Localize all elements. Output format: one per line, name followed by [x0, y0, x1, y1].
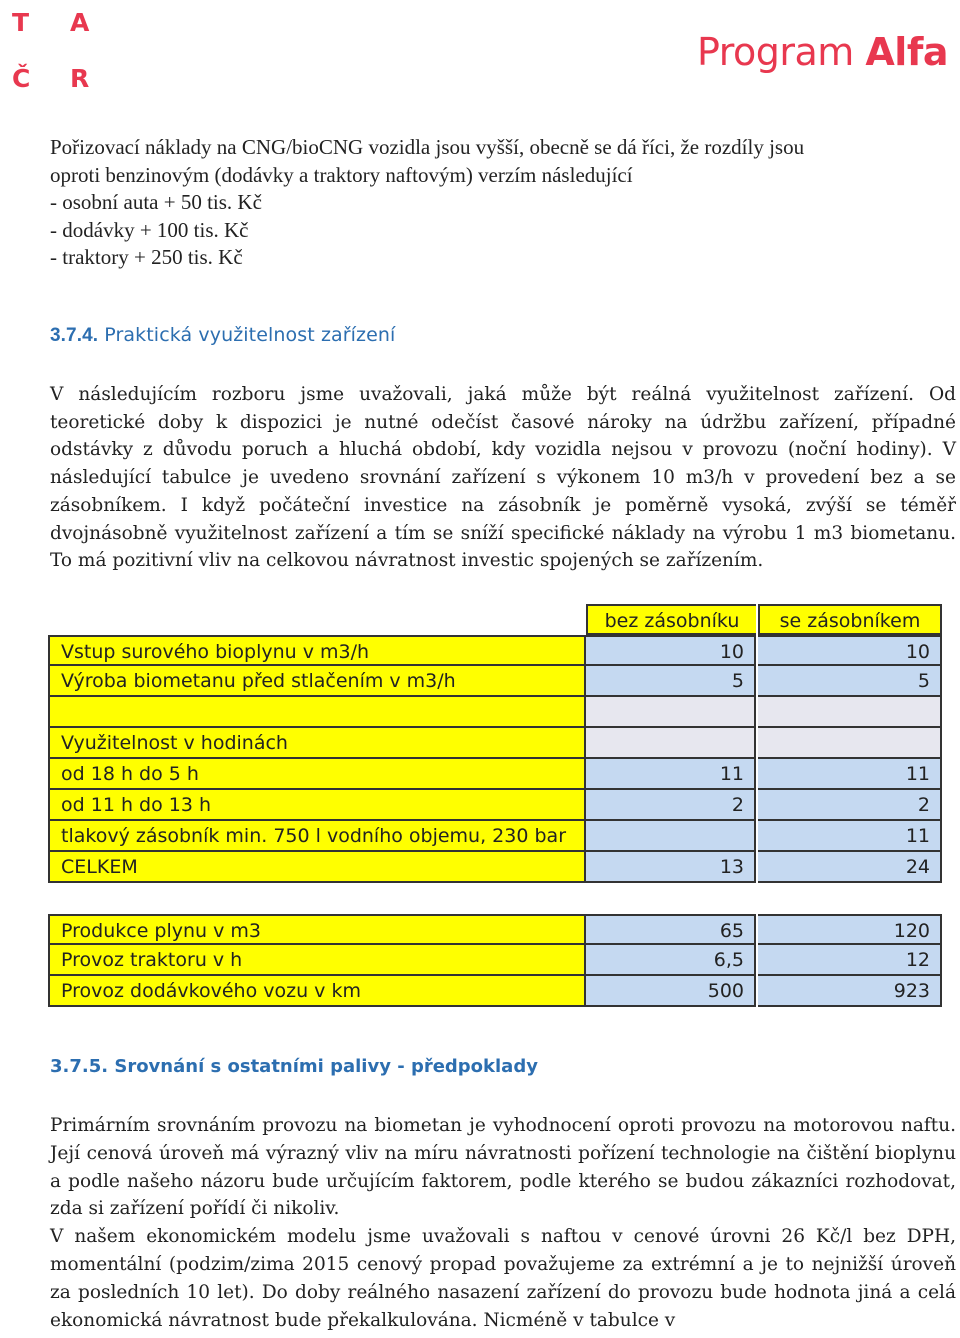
table-row: [48, 697, 942, 728]
table-row: [48, 821, 942, 852]
row-value-without-storage: [586, 697, 756, 728]
table-row: [48, 728, 942, 759]
row-value-without-storage: [586, 821, 756, 852]
row-label: Vstup surového bioplynu v m3/h: [48, 635, 586, 666]
intro-line: oproti benzinovým (dodávky a traktory naftovým) verzím následující: [50, 162, 633, 187]
program-alfa-logo: [697, 30, 948, 74]
section-375-text: [50, 1112, 956, 1334]
row-label: Provoz traktoru v h: [48, 945, 586, 976]
row-value-without-storage: [586, 728, 756, 759]
row-label: Produkce plynu v m3: [48, 914, 586, 945]
row-label: [48, 697, 586, 728]
table-row: [48, 759, 942, 790]
row-label: CELKEM: [48, 852, 586, 883]
table-row: [48, 945, 942, 976]
logo-letter-r: R: [70, 64, 90, 93]
section-heading-374: [50, 324, 395, 347]
row-label: od 18 h do 5 h: [48, 759, 586, 790]
logo-alfa-text: Alfa: [865, 30, 948, 74]
table-row: [48, 914, 942, 945]
row-value-with-storage: 24: [758, 852, 942, 883]
row-value-with-storage: 12: [758, 945, 942, 976]
row-value-with-storage: 11: [758, 821, 942, 852]
row-value-with-storage: 2: [758, 790, 942, 821]
section-375-paragraph-1: Primárním srovnáním provozu na biometan je vyhodnocení oproti provozu na motorovou naftu. Její cenová úroveň má výrazný vliv na míru návratnosti pořízení technologie na čištění bioplynu a podle našeho názoru bude určujícím faktorem, podle kterého se budou zákazníci rozhodovat, zda si zařízení pořídí či nikoliv.: [50, 1115, 956, 1220]
row-value-without-storage: 10: [586, 635, 756, 666]
intro-paragraph: [50, 134, 956, 272]
intro-line: Pořizovací náklady na CNG/bioCNG vozidla jsou vyšší, obecně se dá říci, že rozdíly jsou: [50, 135, 805, 159]
row-value-without-storage: 11: [586, 759, 756, 790]
row-value-without-storage: 6,5: [586, 945, 756, 976]
logo-program-text: Program: [696, 30, 866, 74]
row-value-with-storage: 11: [758, 759, 942, 790]
section-title: Praktická využitelnost zařízení: [104, 324, 396, 346]
intro-line: - traktory + 250 tis. Kč: [50, 245, 243, 270]
logo-letter-c: Č: [12, 64, 31, 93]
logo-letter-a: A: [70, 8, 90, 37]
row-label: tlakový zásobník min. 750 l vodního objemu, 230 bar: [48, 821, 586, 852]
header-with-storage: se zásobníkem: [758, 604, 942, 635]
row-value-with-storage: 120: [758, 914, 942, 945]
header-without-storage: bez zásobníku: [586, 604, 756, 635]
row-label: od 11 h do 13 h: [48, 790, 586, 821]
row-value-without-storage: 13: [586, 852, 756, 883]
logo-letter-t: T: [12, 8, 30, 37]
row-value-with-storage: [758, 697, 942, 728]
intro-line: - osobní auta + 50 tis. Kč: [50, 190, 262, 215]
section-374-paragraph: V následujícím rozboru jsme uvažovali, jaká může být reálná využitelnost zařízení. Od teoretické doby k dispozici je nutné odečíst časové nároky na údržbu zařízení, případné odstávky z důvodu poruch a hluchá období, kdy vozidla nejsou v provozu (noční hodiny). V následující tabulce je uvedeno srovnání zařízení s výkonem 10 m3/h v provedení bez a se zásobníkem. I když počáteční investice na zásobník je poměrně vysoká, zvýší se téměř dvojnásobně využitelnost zařízení a tím se sníží specifické náklady na výrobu 1 m3 biometanu. To má pozitivní vliv na celkovou návratnost investic spojených se zařízením.: [50, 384, 956, 572]
table-header-row: [48, 604, 942, 635]
row-value-without-storage: 2: [586, 790, 756, 821]
row-value-with-storage: [758, 728, 942, 759]
table-row: [48, 666, 942, 697]
row-value-without-storage: 500: [586, 976, 756, 1007]
row-value-with-storage: 10: [758, 635, 942, 666]
intro-line: - dodávky + 100 tis. Kč: [50, 217, 249, 242]
row-value-without-storage: 5: [586, 666, 756, 697]
row-value-without-storage: 65: [586, 914, 756, 945]
section-375-paragraph-2: V našem ekonomickém modelu jsme uvažovali s naftou v cenové úrovni 26 Kč/l bez DPH, momentální (podzim/zima 2015 cenový propad považujeme za extrémní a je to nejnižší úroveň za posledních 10 let). Do doby reálného nasazení zařízení do provozu bude hodnota jiná a celá ekonomická návratnost bude překalkulována. Nicméně v tabulce v: [50, 1226, 956, 1331]
section-number: 3.7.4.: [50, 325, 99, 346]
row-value-with-storage: 5: [758, 666, 942, 697]
row-value-with-storage: 923: [758, 976, 942, 1007]
table-row: [48, 635, 942, 666]
section-heading-375: 3.7.5. Srovnání s ostatními palivy - předpoklady: [50, 1056, 538, 1077]
row-label: Provoz dodávkového vozu v km: [48, 976, 586, 1007]
row-label: Využitelnost v hodinách: [48, 728, 586, 759]
tacr-logo: [8, 6, 108, 96]
table-row: [48, 790, 942, 821]
table-row: [48, 852, 942, 883]
table-row: [48, 976, 942, 1007]
row-label: Výroba biometanu před stlačením v m3/h: [48, 666, 586, 697]
